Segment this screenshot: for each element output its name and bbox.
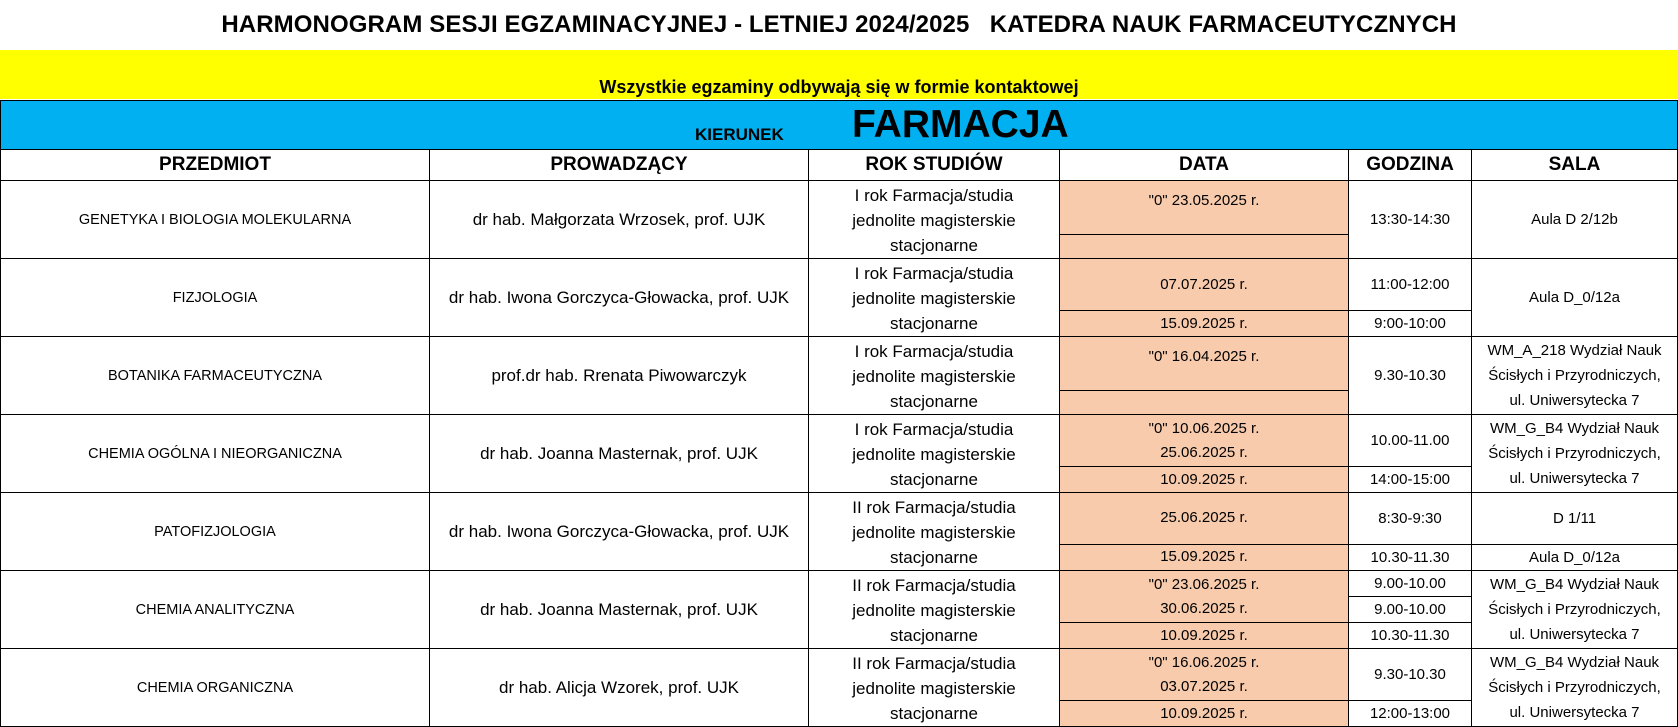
room-line: ul. Uniwersytecka 7 (1509, 470, 1640, 487)
year-cell (809, 493, 1060, 571)
time-cell: 10.30-11.30 (1349, 544, 1472, 570)
room-cell: Aula D 2/12b (1472, 181, 1678, 259)
year-cell (809, 415, 1060, 493)
table-row (1, 649, 1678, 701)
subject-cell: GENETYKA I BIOLOGIA MOLEKULARNA (1, 181, 430, 259)
time-cell: 13:30-14:30 (1349, 181, 1472, 259)
room-cell: Aula D_0/12a (1472, 259, 1678, 337)
year-line: stacjonarne (890, 548, 978, 567)
lecturer-cell: prof.dr hab. Rrenata Piwowarczyk (430, 337, 809, 415)
room-line: ul. Uniwersytecka 7 (1509, 626, 1640, 643)
kierunek-value: FARMACJA (852, 103, 1069, 146)
time-cell: 10.00-11.00 (1349, 415, 1472, 467)
date-cell-empty (1060, 391, 1349, 415)
date-line: "0" 10.06.2025 r. (1148, 419, 1260, 437)
date-cell: 10.09.2025 r. (1060, 467, 1349, 493)
year-cell (809, 649, 1060, 727)
room-line: WM_G_B4 Wydział Nauk (1489, 576, 1660, 593)
year-cell (809, 181, 1060, 259)
room-line: Ścisłych i Przyrodniczych, (1488, 601, 1661, 618)
date-cell (1060, 571, 1349, 623)
year-line: jednolite magisterskie (852, 367, 1016, 386)
lecturer-cell: dr hab. Joanna Masternak, prof. UJK (430, 571, 809, 649)
subject-cell: BOTANIKA FARMACEUTYCZNA (1, 337, 430, 415)
year-line: I rok Farmacja/studia (854, 420, 1014, 439)
year-cell (809, 571, 1060, 649)
room-line: Ścisłych i Przyrodniczych, (1488, 367, 1661, 384)
year-line: II rok Farmacja/studia (852, 654, 1016, 673)
header-room: SALA (1472, 150, 1678, 181)
header-time: GODZINA (1349, 150, 1472, 181)
room-cell (1472, 337, 1678, 415)
year-line: stacjonarne (890, 704, 978, 723)
subject-cell: CHEMIA ANALITYCZNA (1, 571, 430, 649)
room-cell: D 1/11 (1472, 493, 1678, 545)
room-line: WM_A_218 Wydział Nauk (1487, 342, 1662, 359)
room-cell (1472, 571, 1678, 649)
header-lecturer: PROWADZĄCY (430, 150, 809, 181)
room-line: ul. Uniwersytecka 7 (1509, 392, 1640, 409)
time-cell: 9.00-10.00 (1349, 571, 1472, 597)
lecturer-cell: dr hab. Małgorzata Wrzosek, prof. UJK (430, 181, 809, 259)
lecturer-cell: dr hab. Iwona Gorczyca-Głowacka, prof. UJK (430, 493, 809, 571)
date-cell: 10.09.2025 r. (1060, 701, 1349, 727)
time-cell: 8:30-9:30 (1349, 493, 1472, 545)
subject-cell: FIZJOLOGIA (1, 259, 430, 337)
date-line: 30.06.2025 r. (1160, 599, 1248, 617)
year-line: I rok Farmacja/studia (854, 264, 1014, 283)
header-row (1, 150, 1678, 181)
subject-cell: CHEMIA ORGANICZNA (1, 649, 430, 727)
date-cell: 15.09.2025 r. (1060, 311, 1349, 337)
date-line: 03.07.2025 r. (1160, 677, 1248, 695)
date-cell: 10.09.2025 r. (1060, 623, 1349, 649)
subject-cell: CHEMIA OGÓLNA I NIEORGANICZNA (1, 415, 430, 493)
date-cell: 15.09.2025 r. (1060, 544, 1349, 570)
room-cell (1472, 649, 1678, 727)
time-cell: 9.00-10.00 (1349, 597, 1472, 623)
year-cell (809, 259, 1060, 337)
room-cell: Aula D_0/12a (1472, 544, 1678, 570)
time-cell: 12:00-13:00 (1349, 701, 1472, 727)
page-title: HARMONOGRAM SESJI EGZAMINACYJNEJ - LETNIEJ 2024/2025 KATEDRA NAUK FARMACEUTYCZNYCH (221, 11, 1457, 38)
year-line: jednolite magisterskie (852, 289, 1016, 308)
room-line: WM_G_B4 Wydział Nauk (1489, 420, 1660, 437)
table-row (1, 571, 1678, 597)
title-row (0, 0, 1678, 50)
lecturer-cell: dr hab. Iwona Gorczyca-Głowacka, prof. UJK (430, 259, 809, 337)
room-line: Ścisłych i Przyrodniczych, (1488, 679, 1661, 696)
header-year: ROK STUDIÓW (809, 150, 1060, 181)
year-line: II rok Farmacja/studia (852, 576, 1016, 595)
year-line: I rok Farmacja/studia (854, 342, 1014, 361)
year-line: jednolite magisterskie (852, 601, 1016, 620)
time-cell: 9.30-10.30 (1349, 649, 1472, 701)
lecturer-cell: dr hab. Joanna Masternak, prof. UJK (430, 415, 809, 493)
subject-cell: PATOFIZJOLOGIA (1, 493, 430, 571)
year-line: jednolite magisterskie (852, 523, 1016, 542)
room-cell (1472, 415, 1678, 493)
table-row (1, 181, 1678, 235)
date-cell (1060, 649, 1349, 701)
header-date: DATA (1060, 150, 1349, 181)
year-line: stacjonarne (890, 626, 978, 645)
date-cell: "0" 23.05.2025 r. (1060, 181, 1349, 235)
time-cell: 9:00-10:00 (1349, 311, 1472, 337)
date-cell (1060, 415, 1349, 467)
date-cell-empty (1060, 235, 1349, 259)
time-cell: 10.30-11.30 (1349, 623, 1472, 649)
year-line: stacjonarne (890, 470, 978, 489)
schedule-table (0, 149, 1678, 727)
year-cell (809, 337, 1060, 415)
notice-text: Wszystkie egzaminy odbywają się w formie kontaktowej (599, 77, 1079, 97)
date-cell: "0" 16.04.2025 r. (1060, 337, 1349, 391)
year-line: stacjonarne (890, 392, 978, 411)
lecturer-cell: dr hab. Alicja Wzorek, prof. UJK (430, 649, 809, 727)
year-line: stacjonarne (890, 314, 978, 333)
time-cell: 11:00-12:00 (1349, 259, 1472, 311)
date-line: "0" 23.06.2025 r. (1148, 575, 1260, 593)
year-line: stacjonarne (890, 236, 978, 255)
room-line: Ścisłych i Przyrodniczych, (1488, 445, 1661, 462)
room-line: WM_G_B4 Wydział Nauk (1489, 654, 1660, 671)
date-line: "0" 16.06.2025 r. (1148, 653, 1260, 671)
date-cell: 07.07.2025 r. (1060, 259, 1349, 311)
table-row (1, 415, 1678, 467)
year-line: jednolite magisterskie (852, 679, 1016, 698)
time-cell: 14:00-15:00 (1349, 467, 1472, 493)
table-row (1, 259, 1678, 311)
date-line: 25.06.2025 r. (1160, 443, 1248, 461)
year-line: jednolite magisterskie (852, 445, 1016, 464)
date-cell: 25.06.2025 r. (1060, 493, 1349, 545)
year-line: II rok Farmacja/studia (852, 498, 1016, 517)
year-line: I rok Farmacja/studia (854, 186, 1014, 205)
kierunek-label: KIERUNEK (695, 125, 784, 144)
table-row (1, 337, 1678, 391)
room-line: ul. Uniwersytecka 7 (1509, 704, 1640, 721)
year-line: jednolite magisterskie (852, 211, 1016, 230)
kierunek-band (0, 100, 1678, 150)
time-cell: 9.30-10.30 (1349, 337, 1472, 415)
table-row (1, 493, 1678, 545)
header-subject: PRZEDMIOT (1, 150, 430, 181)
